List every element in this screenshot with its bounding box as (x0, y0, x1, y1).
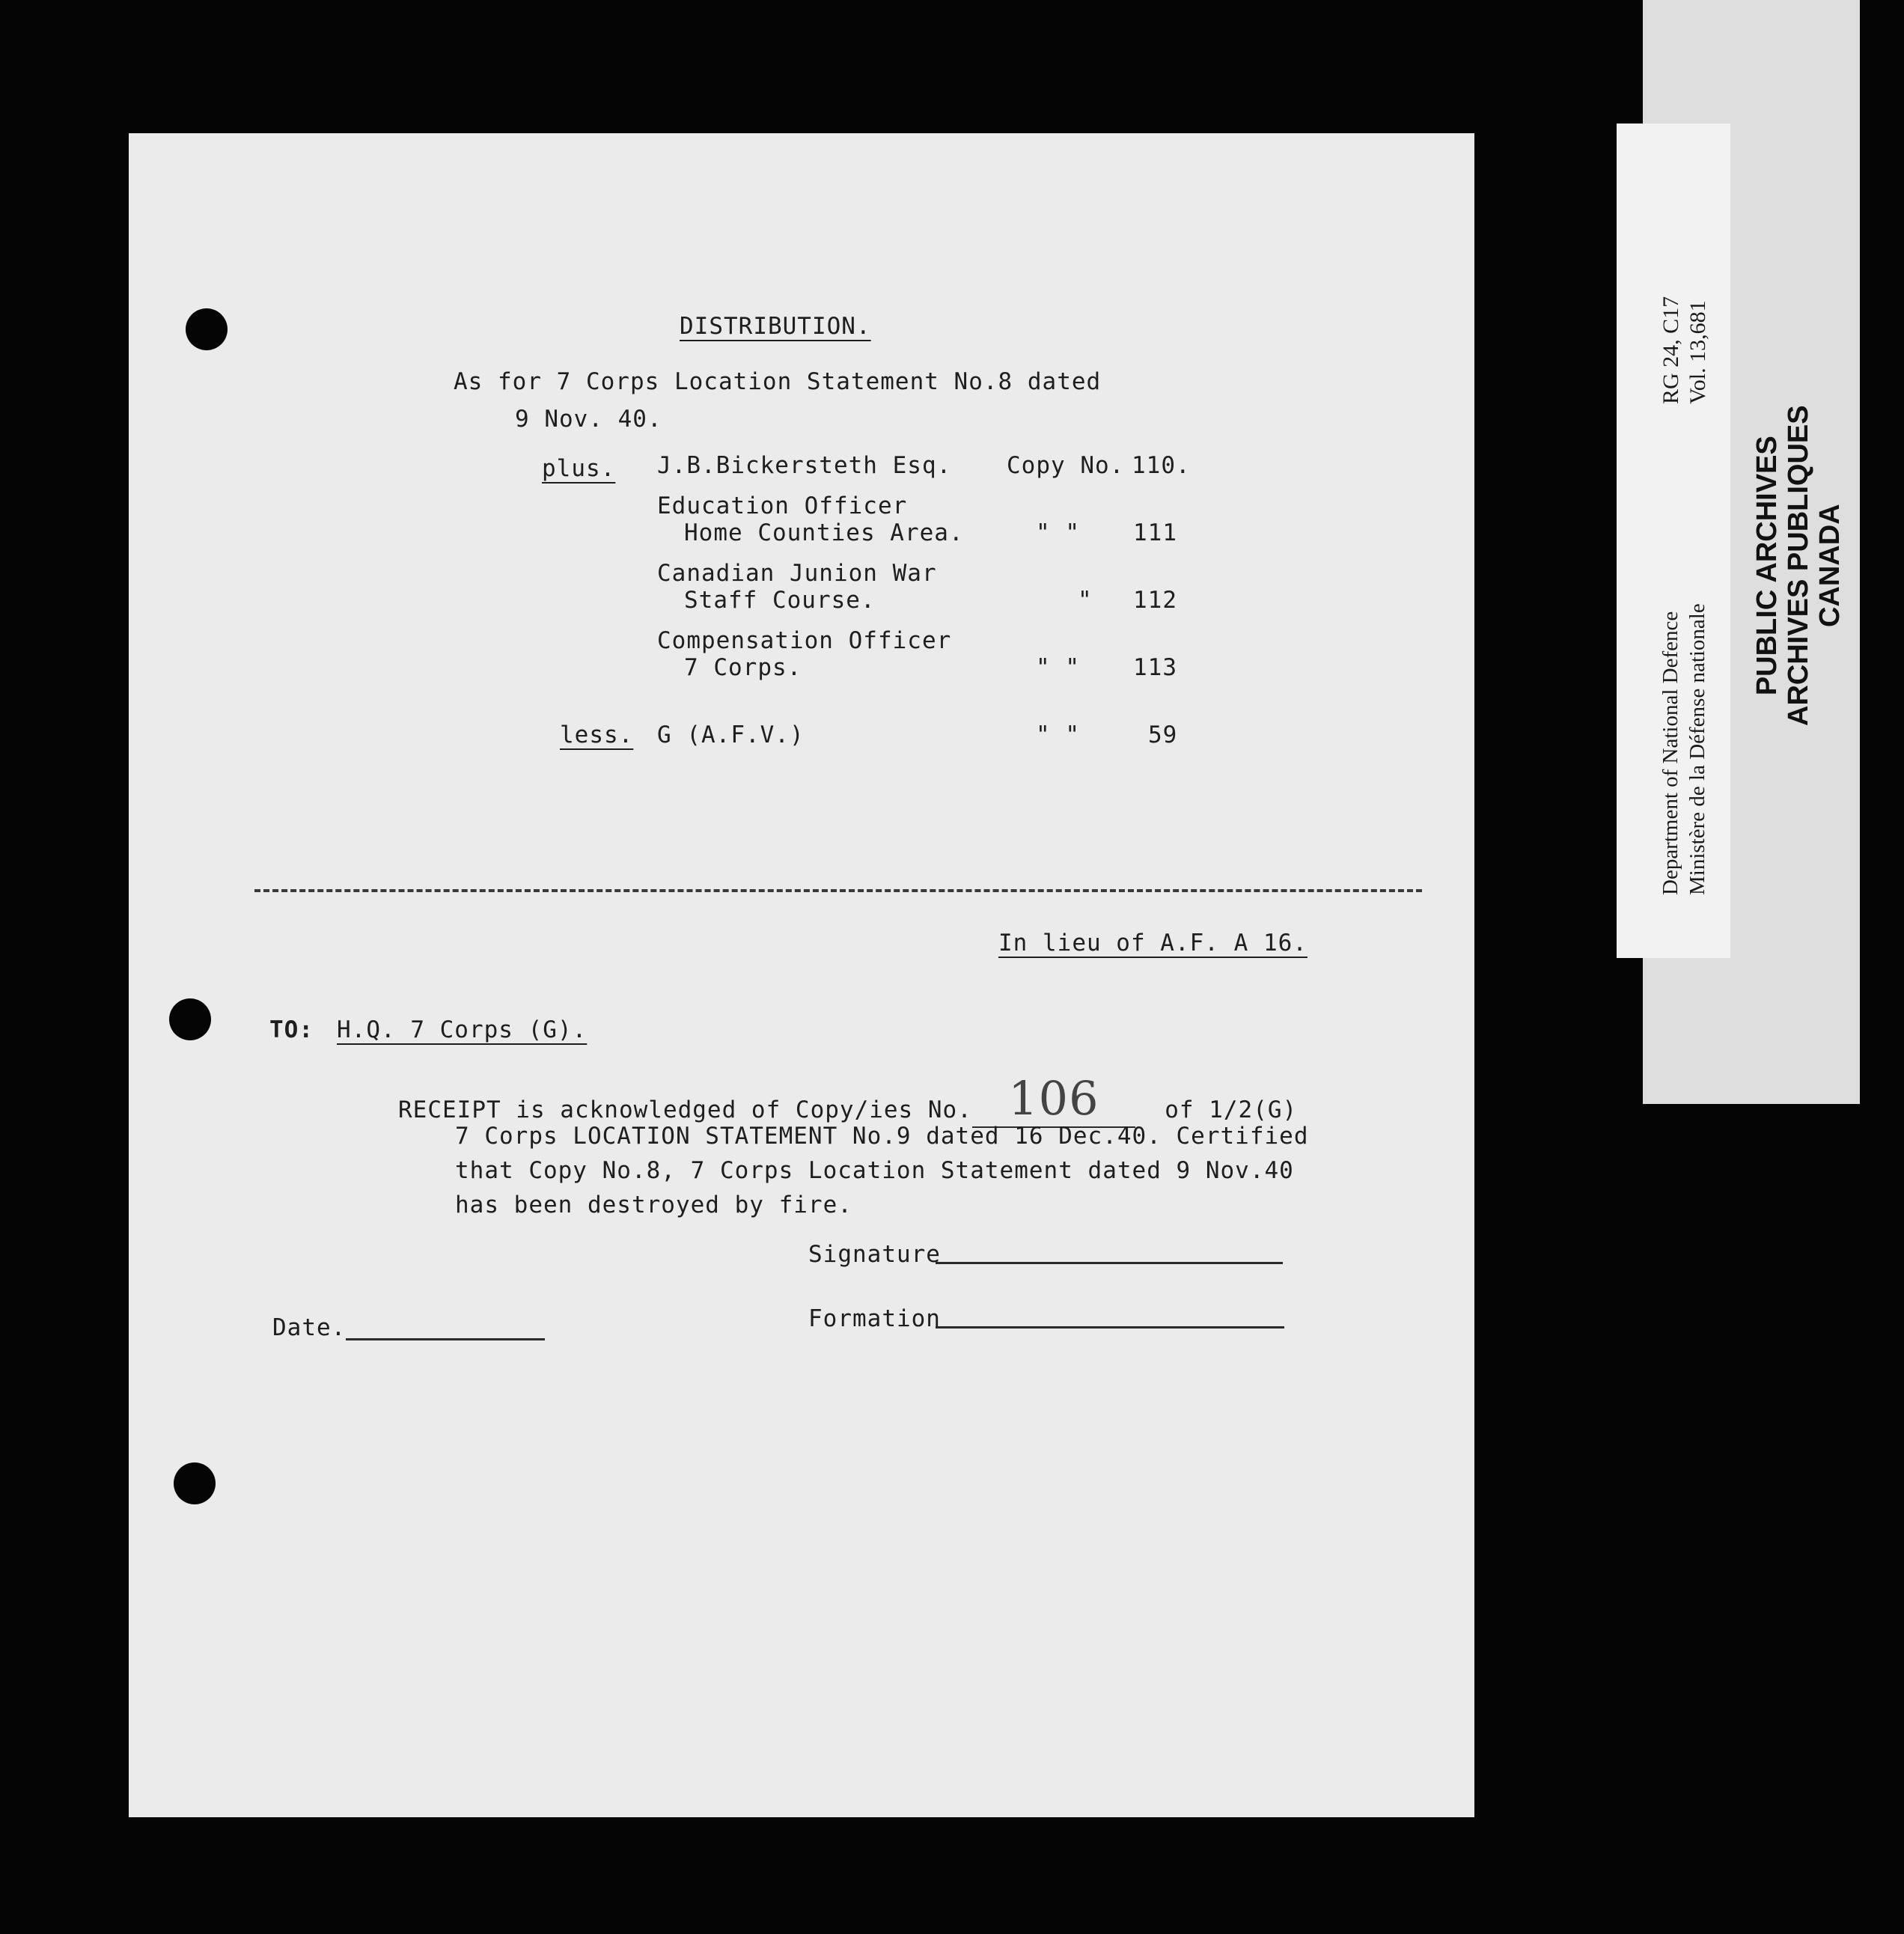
receipt-copy-number: 106 (1008, 1071, 1099, 1126)
entry-1-name: J.B.Bickersteth Esq. (657, 452, 952, 479)
in-lieu-note: In lieu of A.F. A 16. (998, 930, 1308, 957)
archives-stamp-line-1: PUBLIC ARCHIVES (1751, 436, 1783, 696)
document-page (129, 133, 1474, 1817)
entry-3-copy: 112 (1133, 587, 1177, 614)
date-label: Date. (272, 1314, 347, 1341)
receipt-line-1 (398, 1071, 1298, 1126)
to-label: TO: (269, 1016, 314, 1043)
receipt-line-3: that Copy No.8, 7 Corps Location Statement dated 9 Nov.40 (455, 1157, 1294, 1184)
receipt-line-4: has been destroyed by fire. (455, 1192, 852, 1218)
date-line[interactable] (346, 1338, 545, 1340)
entry-4-marks: " " (1036, 654, 1080, 681)
department-fr: Ministère de la Défense nationale (1685, 603, 1709, 895)
receipt-line-2: 7 Corps LOCATION STATEMENT No.9 dated 16 Dec.40. Certified (455, 1123, 1309, 1150)
plus-label: plus. (542, 455, 616, 482)
entry-2-copy: 111 (1133, 519, 1177, 546)
less-entry-name: G (A.F.V.) (657, 722, 805, 748)
entry-4-name-cont: 7 Corps. (684, 654, 802, 681)
punch-hole-bottom (174, 1462, 216, 1504)
punch-hole-top (186, 308, 228, 350)
intro-line-1: As for 7 Corps Location Statement No.8 dated (454, 368, 1102, 395)
archives-stamp-line-2: ARCHIVES PUBLIQUES (1783, 405, 1814, 726)
less-entry-marks: " " (1036, 722, 1080, 748)
entry-2-name: Education Officer (657, 492, 908, 519)
signature-line[interactable] (936, 1262, 1283, 1264)
signature-label: Signature (808, 1241, 941, 1268)
entry-3-marks: " (1078, 587, 1093, 614)
archives-stamp-line-3: CANADA (1814, 504, 1846, 628)
dashed-separator (254, 889, 1422, 892)
entry-4-copy: 113 (1133, 654, 1177, 681)
archives-stamp (1751, 405, 1846, 726)
entry-1-marks: Copy No. (1007, 452, 1125, 479)
entry-4-name: Compensation Officer (657, 627, 952, 654)
less-entry-copy: 59 (1148, 722, 1178, 748)
archive-ref-2: Vol. 13,681 (1685, 300, 1710, 404)
receipt-text-b: of 1/2(G) (1165, 1096, 1298, 1123)
entry-3-name: Canadian Junion War (657, 560, 937, 587)
entry-1-copy: 110. (1132, 452, 1191, 479)
punch-hole-middle (169, 998, 211, 1040)
department-en: Department of National Defence (1659, 611, 1682, 895)
intro-line-2: 9 Nov. 40. (515, 406, 662, 433)
to-addressee: H.Q. 7 Corps (G). (337, 1016, 588, 1043)
entry-2-marks: " " (1036, 519, 1080, 546)
formation-label: Formation (808, 1305, 941, 1332)
archive-ref-1: RG 24, C17 (1659, 296, 1683, 404)
distribution-heading: DISTRIBUTION. (680, 313, 871, 340)
entry-2-name-cont: Home Counties Area. (684, 519, 964, 546)
receipt-text-a: RECEIPT is acknowledged of Copy/ies No. (398, 1096, 972, 1123)
formation-line[interactable] (936, 1326, 1284, 1329)
entry-3-name-cont: Staff Course. (684, 587, 876, 614)
less-label: less. (560, 722, 634, 748)
